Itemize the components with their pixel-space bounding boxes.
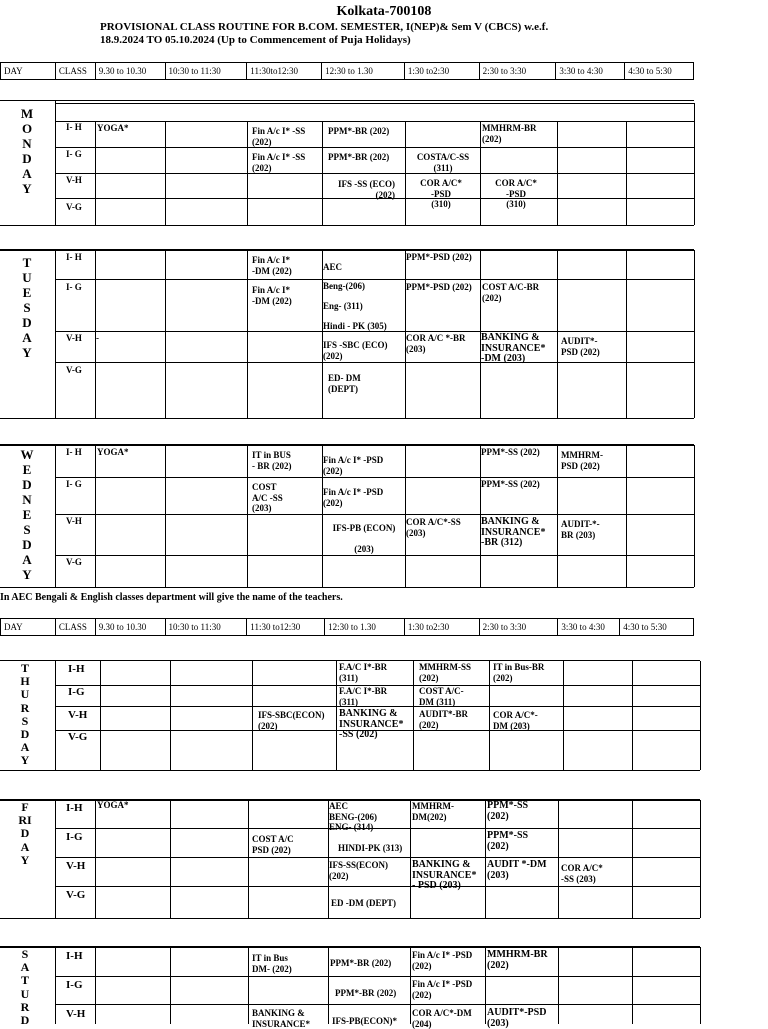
class-label: I-G xyxy=(66,979,83,991)
header-slot-7: 3:30 to 4:30 xyxy=(556,63,625,79)
time-header-row xyxy=(0,62,694,80)
class-cell: COR A/C* -PSD (310) xyxy=(420,178,462,209)
class-label: I-G xyxy=(66,831,83,843)
class-label: V-G xyxy=(66,889,86,901)
header-slot-1: 9.30 to 10.30 xyxy=(96,619,166,635)
class-cell: Fin A/c I* -DM (202) xyxy=(252,255,292,276)
class-cell: ED- DM (DEPT) xyxy=(328,373,361,394)
subtitle-line-1: PROVISIONAL CLASS ROUTINE FOR B.COM. SEMESTER, I(NEP)& Sem V (CBCS) w.e.f. xyxy=(100,21,549,33)
class-cell: COST A/C -SS (203) xyxy=(252,482,283,513)
class-label: V-H xyxy=(66,1008,86,1020)
class-cell: IFS-PB (ECON) (203) xyxy=(332,523,396,554)
class-cell: AUDIT*- PSD (202) xyxy=(561,336,600,357)
class-cell: F.A/C I*-BR (311) xyxy=(339,686,388,707)
class-label: V-G xyxy=(66,365,82,375)
class-cell: Fin A/c I* -PSD (202) xyxy=(323,487,384,508)
header-slot-4: 12:30 to 1.30 xyxy=(325,619,405,635)
class-cell: Fin A/c I* -PSD (202) xyxy=(412,950,473,971)
class-cell: AUDIT*-BR (202) xyxy=(419,709,469,730)
header-slot-3: 11:30to12:30 xyxy=(247,63,322,79)
class-cell: MMHRM- DM(202) xyxy=(412,801,454,822)
class-label: I-H xyxy=(66,950,83,962)
class-label: I- G xyxy=(66,282,82,292)
header-slot-2: 10:30 to 11:30 xyxy=(166,619,248,635)
class-label: I- G xyxy=(66,149,82,159)
header-slot-8: 4:30 to 5:30 xyxy=(628,66,672,76)
class-cell: COR A/C* -PSD (310) xyxy=(495,178,537,209)
class-cell: Fin A/c I* -DM (202) xyxy=(252,285,292,306)
class-label: V-H xyxy=(66,175,82,185)
class-cell: PPM*-BR (202) xyxy=(335,988,397,998)
class-cell: COR A/C *-BR (203) xyxy=(406,333,466,354)
subtitle-line-2: 18.9.2024 TO 05.10.2024 (Up to Commencement of Puja Holidays) xyxy=(100,34,411,46)
class-cell: ED -DM (DEPT) xyxy=(331,898,396,908)
class-cell: IT in Bus-BR (202) xyxy=(493,662,545,683)
class-label: I-H xyxy=(68,663,85,675)
class-label: V-G xyxy=(66,557,82,567)
class-cell: AUDIT *-DM (203) xyxy=(487,859,547,881)
class-cell: IFS-SS(ECON) (202) xyxy=(329,860,389,881)
class-cell: YOGA* xyxy=(97,123,129,133)
class-cell: COST A/C-BR (202) xyxy=(482,282,540,303)
class-cell: BANKING & INSURANCE* -SS (202) xyxy=(339,708,404,740)
class-cell: - xyxy=(96,333,99,343)
class-cell: Fin A/c I* -SS (202) xyxy=(252,152,306,173)
class-cell: Fin A/c I* -PSD (202) xyxy=(323,455,384,476)
class-cell: IT in Bus DM- (202) xyxy=(252,953,292,974)
class-cell: IFS -SS (ECO) (202) xyxy=(338,179,396,200)
header-class: CLASS xyxy=(56,63,96,79)
header-slot-1: 9.30 to 10.30 xyxy=(96,63,166,79)
class-cell: PPM*-SS (202) xyxy=(481,447,540,457)
day-tuesday: TUESDAY xyxy=(22,255,32,360)
class-label: I-H xyxy=(66,802,83,814)
class-label: I- H xyxy=(66,252,82,262)
day-wednesday: WEDNESDAY xyxy=(20,447,34,582)
class-cell: HINDI-PK (313) xyxy=(338,843,403,853)
header-slot-3: 11:30 to12:30 xyxy=(247,619,325,635)
class-cell: PPM*-BR (202) xyxy=(330,958,392,968)
class-cell: PPM*-BR (202) xyxy=(328,126,390,136)
class-label: I- H xyxy=(66,447,82,457)
class-label: V-H xyxy=(66,516,82,526)
day-friday: FRIDAY xyxy=(18,800,32,867)
header-slot-5: 1:30 to2:30 xyxy=(405,619,480,635)
header-slot-6: 2:30 to 3:30 xyxy=(480,63,557,79)
routine-subtitle xyxy=(100,21,660,47)
class-label: V-H xyxy=(66,333,82,343)
class-label: V-H xyxy=(68,709,88,721)
class-cell: Hindi - PK (305) xyxy=(323,321,387,331)
class-cell: PPM*-SS (202) xyxy=(481,479,540,489)
class-cell: BANKING & INSURANCE* -DM (203) xyxy=(481,332,546,364)
day-thursday: THURSDAY xyxy=(20,661,30,768)
class-cell: YOGA* xyxy=(97,447,129,457)
class-cell: AEC BENG-(206) ENG- (314) xyxy=(329,801,377,832)
class-cell: COST A/C- DM (311) xyxy=(419,686,464,707)
class-cell: PPM*-BR (202) xyxy=(328,152,390,162)
day-saturday: SATURD xyxy=(20,947,30,1028)
class-label: V-G xyxy=(66,202,82,212)
class-cell: MMHRM-BR (202) xyxy=(482,123,537,144)
class-cell: COR A/C*-SS (203) xyxy=(406,517,461,538)
class-cell: Beng-(206) xyxy=(323,281,365,291)
time-header-row-2 xyxy=(0,618,694,636)
class-cell: IFS-PB(ECON)* xyxy=(332,1016,397,1026)
header-slot-7: 3:30 to 4:30 xyxy=(558,619,620,635)
class-cell: PPM*-PSD (202) xyxy=(406,252,472,262)
class-cell: IFS-SBC(ECON) (202) xyxy=(258,710,325,731)
page-title: Kolkata-700108 xyxy=(336,4,432,19)
class-cell: Fin A/c I* -PSD (202) xyxy=(412,979,473,1000)
class-label: I-G xyxy=(68,686,85,698)
class-cell: IT in BUS - BR (202) xyxy=(252,450,292,471)
class-cell: COR A/C*- DM (203) xyxy=(493,710,538,731)
class-cell: AUDIT*-PSD (203) xyxy=(487,1007,547,1029)
class-label: I- G xyxy=(66,479,82,489)
class-label: I- H xyxy=(66,122,82,132)
header-slot-5: 1:30 to2:30 xyxy=(405,63,480,79)
aec-note: In AEC Bengali & English classes department will give the name of the teachers. xyxy=(0,592,343,603)
class-cell: COST A/C PSD (202) xyxy=(252,834,294,855)
class-label: V-H xyxy=(66,860,86,872)
class-cell: AUDIT-*- BR (203) xyxy=(561,519,600,540)
class-cell: Eng- (311) xyxy=(323,301,363,311)
header-slot-2: 10:30 to 11:30 xyxy=(166,63,248,79)
header-class: CLASS xyxy=(56,619,96,635)
header-slot-6: 2:30 to 3:30 xyxy=(480,619,559,635)
day-monday: MONDAY xyxy=(20,106,34,196)
class-cell: COR A/C* -SS (203) xyxy=(561,863,603,884)
class-cell: PPM*-SS (202) xyxy=(487,800,529,822)
class-label: V-G xyxy=(68,731,88,743)
class-cell: YOGA* xyxy=(97,800,129,810)
class-cell: COR A/C*-DM (204) xyxy=(412,1008,472,1029)
class-cell: Fin A/c I* -SS (202) xyxy=(252,126,306,147)
header-slot-4: 12:30 to 1.30 xyxy=(322,63,405,79)
class-cell: BANKING & INSURANCE* - PSD (203) xyxy=(412,859,477,891)
header-day: DAY xyxy=(1,63,56,79)
class-cell: MMHRM- PSD (202) xyxy=(561,450,603,471)
class-cell: F.A/C I*-BR (311) xyxy=(339,662,388,683)
class-cell: BANKING & INSURANCE* -BR (312) xyxy=(481,516,546,548)
class-cell: IFS -SBC (ECO) (202) xyxy=(323,340,388,361)
class-cell: BANKING & INSURANCE* xyxy=(252,1008,311,1029)
class-cell: MMHRM-BR (202) xyxy=(487,949,548,971)
class-cell: MMHRM-SS (202) xyxy=(419,662,471,683)
header-slot-8: 4:30 to 5:30 xyxy=(623,622,667,632)
class-cell: PPM*-PSD (202) xyxy=(406,282,472,292)
header-day: DAY xyxy=(1,619,56,635)
class-cell: COSTA/C-SS (311) xyxy=(416,152,470,173)
class-cell: AEC xyxy=(323,262,343,272)
class-cell: PPM*-SS (202) xyxy=(487,830,529,852)
